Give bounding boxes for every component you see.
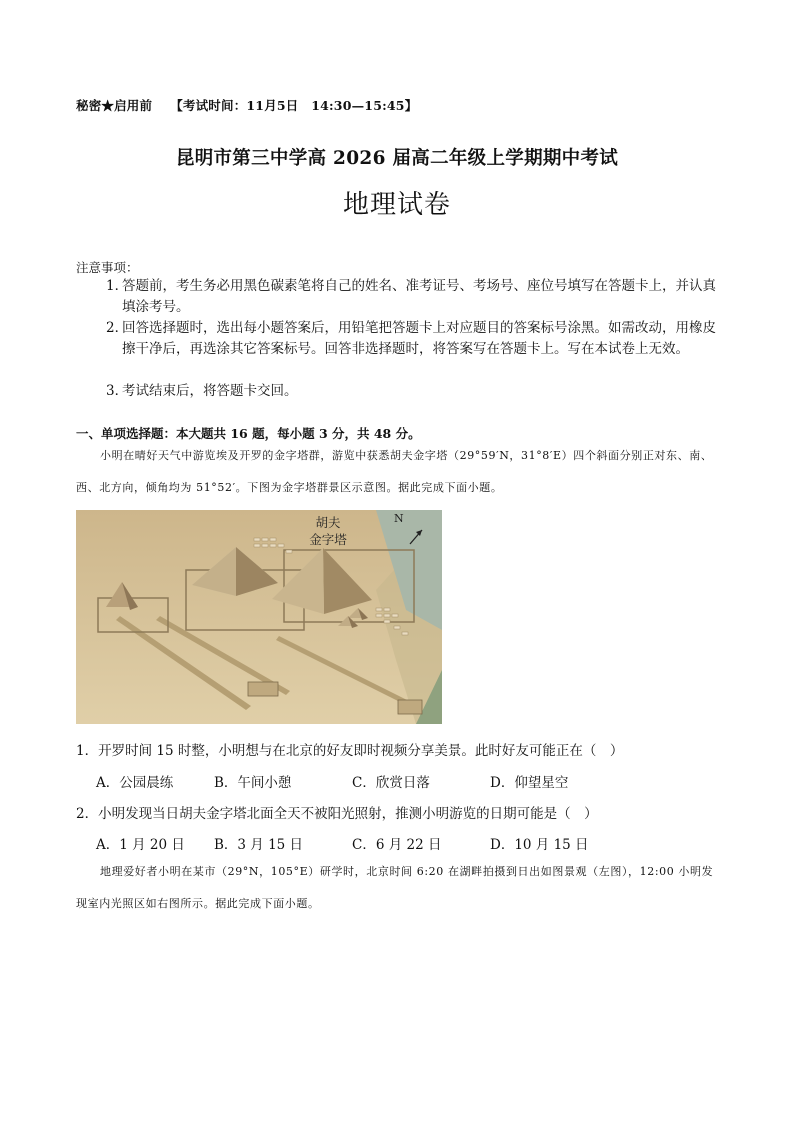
subject-title: 地理试卷 bbox=[342, 190, 451, 220]
note-text: 考试结束后，将答题卡交回。 bbox=[122, 383, 298, 399]
option-a[interactable]: A．公园晨练 bbox=[96, 775, 174, 791]
pyramid-illustration bbox=[76, 510, 442, 724]
question-intro-2 bbox=[76, 856, 724, 920]
intro-text: 小明在晴好天气中游览埃及开罗的金字塔群，游览中获悉胡夫金字塔（29°59′N，31°8′E）四个斜面分别正对东、南、西、北方向，倾角均为 51°52′。下图为金字塔群景区示意图。据此完成下面小题。 bbox=[76, 449, 713, 494]
note-item bbox=[106, 381, 724, 402]
question-2-stem: 2．小明发现当日胡夫金字塔北面全天不被阳光照射，推测小明游览的日期可能是（ ） bbox=[76, 806, 598, 822]
exam-title: 昆明市第三中学高 2026 届高二年级上学期期中考试 bbox=[175, 148, 619, 169]
khufu-label-line2: 金字塔 bbox=[309, 532, 347, 547]
intro-text-2: 地理爱好者小明在某市（29°N，105°E）研学时，北京时间 6:20 在湖畔拍摄到日出如图景观（左图），12:00 小明发现室内光照区如右图所示。据此完成下面小题。 bbox=[76, 865, 714, 910]
note-number: 3． bbox=[106, 383, 129, 399]
option-b[interactable]: B．3 月 15 日 bbox=[214, 837, 304, 853]
option-c[interactable]: C．欣赏日落 bbox=[352, 775, 430, 791]
north-label: N bbox=[394, 512, 404, 525]
option-b[interactable]: B．午间小憩 bbox=[214, 775, 292, 791]
note-number: 2． bbox=[106, 320, 129, 336]
note-item bbox=[106, 276, 724, 318]
note-number: 1． bbox=[106, 278, 129, 294]
notes-heading: 注意事项： bbox=[76, 260, 139, 275]
option-c[interactable]: C．6 月 22 日 bbox=[352, 837, 442, 853]
khufu-label-line1: 胡夫 bbox=[315, 515, 341, 530]
khufu-label bbox=[304, 514, 352, 548]
option-d[interactable]: D．仰望星空 bbox=[490, 775, 569, 791]
pyramid-figure bbox=[76, 510, 442, 724]
section-heading: 一、单项选择题：本大题共 16 题，每小题 3 分，共 48 分。 bbox=[76, 426, 421, 441]
question-intro bbox=[76, 440, 724, 504]
note-text: 答题前，考生务必用黑色碳素笔将自己的姓名、准考证号、考场号、座位号填写在答题卡上，并认真填涂考号。 bbox=[122, 278, 716, 315]
exam-time: 【考试时间：11月5日 14:30—15:45】 bbox=[170, 98, 418, 113]
option-a[interactable]: A．1 月 20 日 bbox=[96, 837, 185, 853]
option-d[interactable]: D．10 月 15 日 bbox=[490, 837, 589, 853]
secret-label: 秘密★启用前 bbox=[76, 98, 153, 113]
question-1-stem: 1．开罗时间 15 时整，小明想与在北京的好友即时视频分享美景。此时好友可能正在（ ） bbox=[76, 743, 624, 759]
note-text: 回答选择题时，选出每小题答案后，用铅笔把答题卡上对应题目的答案标号涂黑。如需改动，用橡皮擦干净后，再选涂其它答案标号。回答非选择题时，将答案写在答题卡上。写在本试卷上无效。 bbox=[122, 320, 716, 357]
header-line bbox=[76, 96, 417, 114]
note-item bbox=[106, 318, 724, 360]
